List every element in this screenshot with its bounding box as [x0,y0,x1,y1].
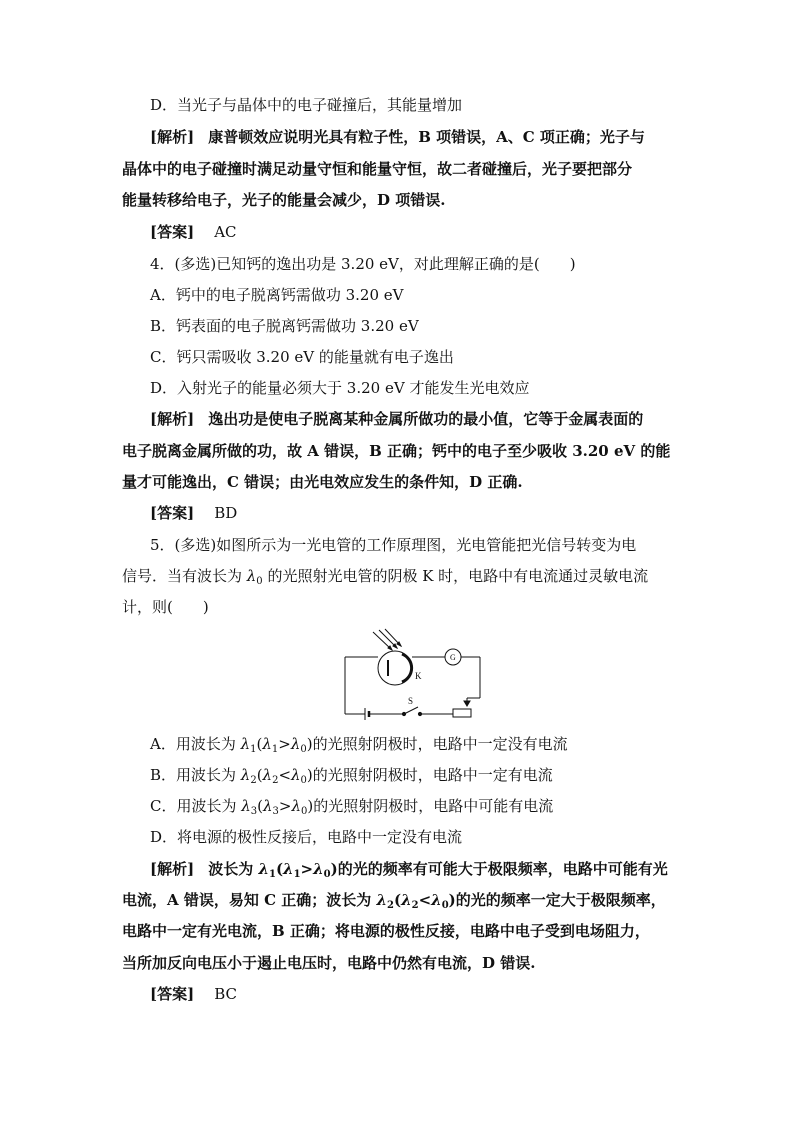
q5-option-d: D．将电源的极性反接后，电路中一定没有电流 [150,828,463,846]
q5-stem-line-3: 计，则( ) [122,598,209,616]
analysis-tag: [解析] [150,128,195,146]
cathode-k [402,654,412,682]
label-k: K [415,671,422,681]
q4-stem: 4．(多选)已知钙的逸出功是 3.20 eV，对此理解正确的是( ) [150,255,576,273]
rheostat [453,709,471,717]
q4-option-d: D．入射光子的能量必须大于 3.20 eV 才能发生光电效应 [150,379,530,397]
q5-analysis-line-1: [解析] 波长为 $\lambda_1(\lambda_1>\lambda_0)$的光的频率有可能大于极限频率，电路中可能有光 [150,860,668,880]
q5-analysis-line-4: 当所加反向电压小于遏止电压时，电路中仍然有电流，D 错误. [122,954,536,972]
q5-answer: [答案] BC [150,985,237,1003]
answer-tag: [答案] [150,223,195,241]
q4-analysis-line-2: 电子脱离金属所做的功，故 A 错误，B 正确；钙中的电子至少吸收 3.20 eV 的能 [122,442,671,460]
label-g: G [450,653,456,662]
q5-option-a: A．用波长为 $\lambda_1(\lambda_1>\lambda_0)$的光照射阴极时，电路中一定没有电流 [150,735,568,755]
q4-option-a: A．钙中的电子脱离钙需做功 3.20 eV [150,286,404,304]
q5-option-c: C．用波长为 $\lambda_3(\lambda_3>\lambda_0)$的光照射阴极时，电路中可能有电流 [150,797,554,817]
switch-s [404,707,418,714]
analysis-tag: [解析] [150,410,195,428]
q4-analysis-line-1: [解析] 逸出功是使电子脱离某种金属所做功的最小值，它等于金属表面的 [150,410,644,428]
q3-answer: [答案] AC [150,223,237,241]
q4-answer: [答案] BD [150,504,238,522]
q5-analysis-line-2: 电流，A 错误，易知 C 正确；波长为 $\lambda_2(\lambda_2<\lambda_0)$的光的频率一定大于极限频率， [122,891,666,911]
q3-analysis-line-2: 晶体中的电子碰撞时满足动量守恒和能量守恒，故二者碰撞后，光子要把部分 [122,160,633,178]
q3-option-d: D．当光子与晶体中的电子碰撞后，其能量增加 [150,96,463,114]
q5-stem-line-1: 5．(多选)如图所示为一光电管的工作原理图，光电管能把光信号转变为电 [150,536,637,554]
analysis-tag: [解析] [150,860,195,878]
q5-option-b: B．用波长为 $\lambda_2(\lambda_2<\lambda_0)$的光照射阴极时，电路中一定有电流 [150,766,553,786]
q3-analysis-line-1: [解析] 康普顿效应说明光具有粒子性，B 项错误，A、C 项正确；光子与 [150,128,645,146]
phototube-circuit-diagram [340,628,490,728]
answer-tag: [答案] [150,504,195,522]
answer-tag: [答案] [150,985,195,1003]
q4-analysis-line-3: 量才可能逸出，C 错误；由光电效应发生的条件知，D 正确. [122,473,523,491]
label-s: S [408,696,414,706]
q5-stem-line-2: 信号．当有波长为 $\lambda_0$ 的光照射光电管的阴极 K 时，电路中有电流通过灵敏电流 [122,567,649,587]
q5-analysis-line-3: 电路中一定有光电流，B 正确；将电源的极性反接，电路中电子受到电场阻力， [122,922,650,940]
q4-option-c: C．钙只需吸收 3.20 eV 的能量就有电子逸出 [150,348,454,366]
q4-option-b: B．钙表面的电子脱离钙需做功 3.20 eV [150,317,419,335]
q3-analysis-line-3: 能量转移给电子，光子的能量会减少，D 项错误. [122,191,446,209]
